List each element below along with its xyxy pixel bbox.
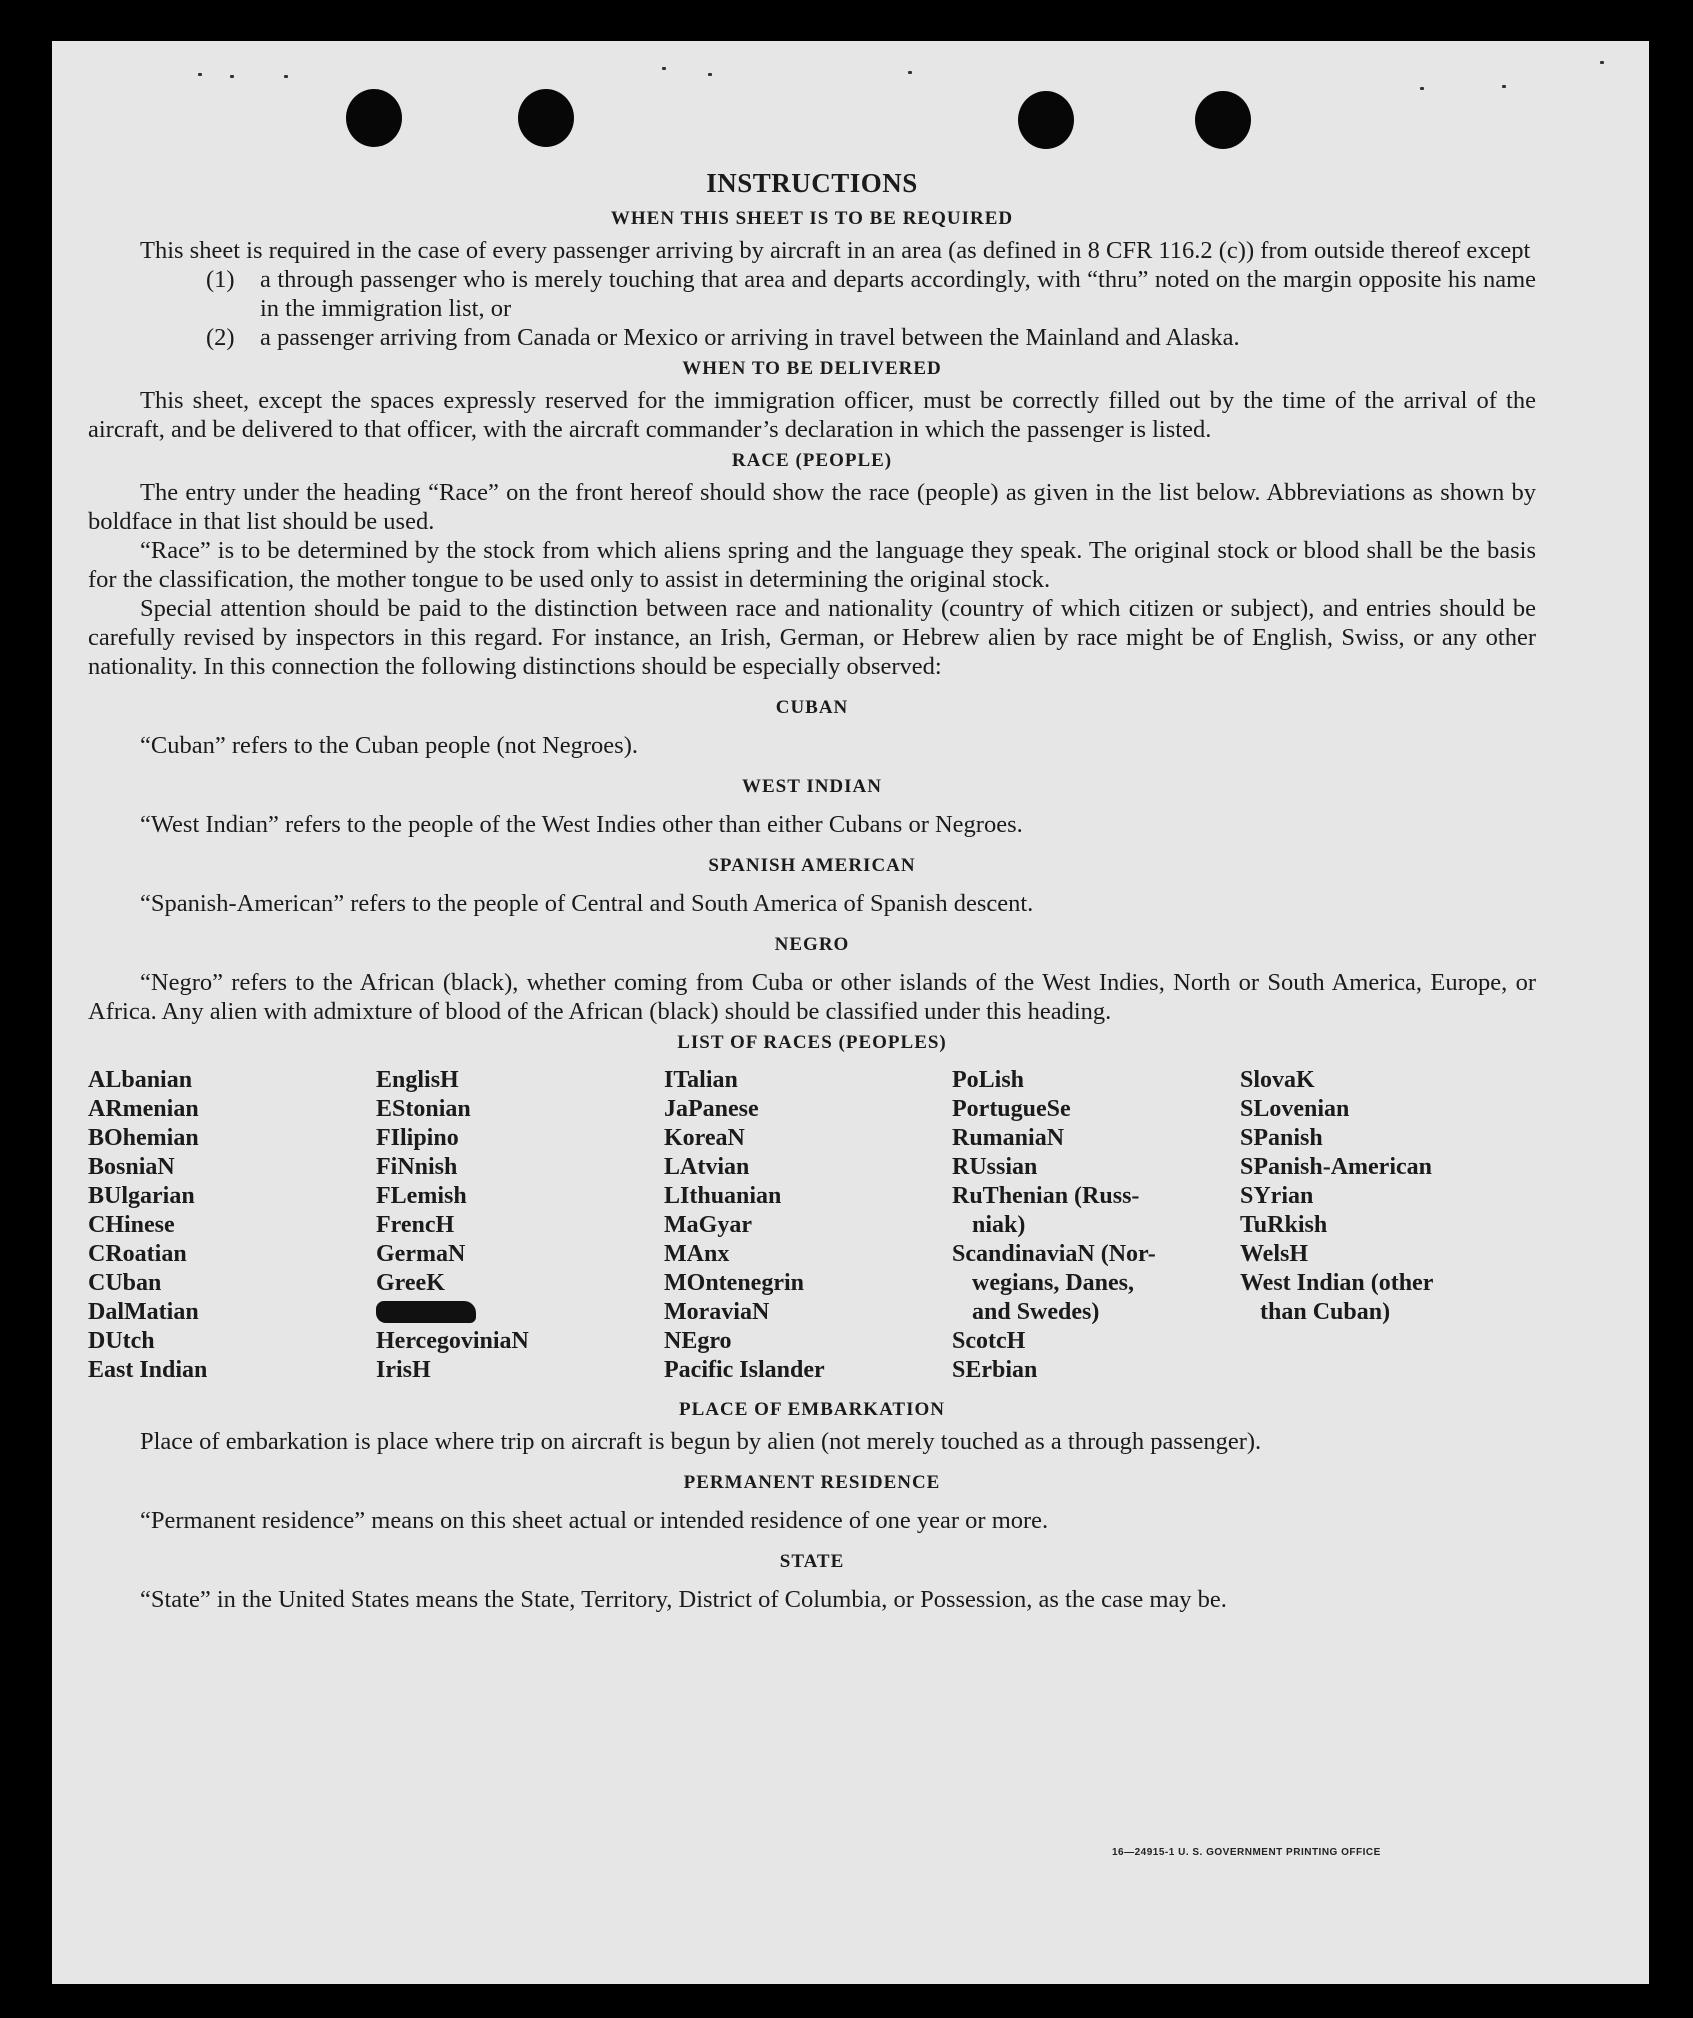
race-item: ScotcH <box>952 1328 1026 1354</box>
race-item: RumaniaN <box>952 1125 1065 1151</box>
race-item: PoLish <box>952 1067 1025 1093</box>
spanish-american-text: “Spanish-American” refers to the people of Central and South America of Spanish descent. <box>140 890 1034 917</box>
races-column <box>952 1066 1240 1385</box>
races-column <box>376 1066 664 1385</box>
race-item: MOntenegrin <box>664 1270 804 1296</box>
race-item: LAtvian <box>664 1154 750 1180</box>
race-item: ARmenian <box>88 1096 199 1122</box>
exception-number: (1) <box>206 266 235 293</box>
section-heading-race: RACE (PEOPLE) <box>731 450 893 471</box>
exception-text: a passenger arriving from Canada or Mexico or arriving in travel between the Mainland and Alaska. <box>260 324 1240 351</box>
speck <box>284 75 288 78</box>
race-item: GreeK <box>376 1270 445 1296</box>
race-item: SPanish <box>1240 1125 1323 1151</box>
section-heading-spanish-american: SPANISH AMERICAN <box>708 855 916 876</box>
punch-hole <box>1018 91 1074 149</box>
when-delivered-text: This sheet, except the spaces expressly reserved for the immigration officer, must be correctly filled out by the time of the arrival of the aircraft, and be delivered to that officer, with the aircraft commander’s declaration in which the passenger is listed. <box>88 387 1536 443</box>
races-list <box>88 1066 1536 1385</box>
race-item: CHinese <box>88 1212 175 1238</box>
section-heading-west-indian: WEST INDIAN <box>742 776 882 797</box>
race-item: ScandinaviaN (Nor- <box>952 1241 1156 1267</box>
race-item: SErbian <box>952 1357 1038 1383</box>
speck <box>662 67 666 70</box>
race-item-continued: wegians, Danes, <box>972 1270 1135 1296</box>
race-item: GermaN <box>376 1241 466 1267</box>
exception-text: a through passenger who is merely touching that area and departs accordingly, with “thru” noted on the margin opposite his name in the immigration list, or <box>260 266 1536 322</box>
speck <box>1420 87 1424 90</box>
race-item: KoreaN <box>664 1125 745 1151</box>
punch-hole <box>1195 91 1251 149</box>
race-item: BOhemian <box>88 1125 199 1151</box>
race-item: FiNnish <box>376 1154 458 1180</box>
race-item: EStonian <box>376 1096 471 1122</box>
speck <box>1600 61 1604 64</box>
race-item: West Indian (other <box>1240 1270 1434 1296</box>
race-item: BosniaN <box>88 1154 175 1180</box>
race-item: PortugueSe <box>952 1096 1071 1122</box>
race-item: SLovenian <box>1240 1096 1350 1122</box>
race-item: SPanish-American <box>1240 1154 1432 1180</box>
race-item: NEgro <box>664 1328 732 1354</box>
section-heading-when-delivered: WHEN TO BE DELIVERED <box>682 358 942 379</box>
speck <box>230 75 234 78</box>
race-item: MoraviaN <box>664 1299 770 1325</box>
when-required-intro: This sheet is required in the case of every passenger arriving by aircraft in an area (as defined in 8 CFR 116.2 (c)) from outside thereof except <box>140 237 1531 264</box>
page-title: INSTRUCTIONS <box>706 168 918 198</box>
race-item: DUtch <box>88 1328 155 1354</box>
race-item: TuRkish <box>1240 1212 1328 1238</box>
race-item: FrencH <box>376 1212 455 1238</box>
ink-blot-redaction <box>376 1301 476 1323</box>
race-item-redacted <box>376 1298 664 1327</box>
negro-text: “Negro” refers to the African (black), whether coming from Cuba or other islands of the West Indies, North or South America, Europe, or Africa. Any alien with admixture of blood of the African (black) should be classified under this heading. <box>88 969 1536 1025</box>
state-text: “State” in the United States means the State, Territory, District of Columbia, or Possession, as the case may be. <box>140 1586 1227 1613</box>
race-paragraph-2: “Race” is to be determined by the stock from which aliens spring and the language they speak. The original stock or blood shall be the basis for the classification, the mother tongue to be used only to assist in determining the original stock. <box>88 537 1536 593</box>
race-item: Pacific Islander <box>664 1357 825 1383</box>
section-heading-state: STATE <box>779 1551 845 1572</box>
race-item: ALbanian <box>88 1067 193 1093</box>
race-item: SYrian <box>1240 1183 1314 1209</box>
section-heading-permanent-residence: PERMANENT RESIDENCE <box>683 1472 941 1493</box>
race-item: MAnx <box>664 1241 730 1267</box>
race-item: EnglisH <box>376 1067 459 1093</box>
race-paragraph-3: Special attention should be paid to the distinction between race and nationality (country of which citizen or subject), and entries should be carefully revised by inspectors in this regard. For instance, an Irish, German, or Hebrew alien by race might be of English, Swiss, or any other nationality. In this connection the following distinctions should be especially observed: <box>88 595 1536 680</box>
race-item-continued: and Swedes) <box>972 1299 1100 1325</box>
race-item: RuThenian (Russ- <box>952 1183 1140 1209</box>
race-item: FIlipino <box>376 1125 459 1151</box>
speck <box>908 71 912 74</box>
exception-item <box>206 323 1536 352</box>
document-page <box>52 41 1649 1984</box>
races-column <box>88 1066 376 1385</box>
section-heading-when-required: WHEN THIS SHEET IS TO BE REQUIRED <box>610 208 1014 229</box>
section-heading-list-of-races: LIST OF RACES (PEOPLES) <box>677 1032 947 1053</box>
punch-hole <box>518 89 574 147</box>
race-item: CUban <box>88 1270 162 1296</box>
section-heading-negro: NEGRO <box>774 934 850 955</box>
races-column <box>1240 1066 1536 1385</box>
race-item: HercegoviniaN <box>376 1328 529 1354</box>
race-item: BUlgarian <box>88 1183 195 1209</box>
races-column <box>664 1066 952 1385</box>
race-item: RUssian <box>952 1154 1038 1180</box>
race-item: WelsH <box>1240 1241 1309 1267</box>
race-item: LIthuanian <box>664 1183 782 1209</box>
speck <box>708 73 712 76</box>
permanent-residence-text: “Permanent residence” means on this sheet actual or intended residence of one year or more. <box>140 1507 1049 1534</box>
race-item: IrisH <box>376 1357 431 1383</box>
race-item: ITalian <box>664 1067 738 1093</box>
place-of-embarkation-text: Place of embarkation is place where trip on aircraft is begun by alien (not merely touched as a through passenger). <box>140 1428 1262 1455</box>
race-item: CRoatian <box>88 1241 187 1267</box>
cuban-text: “Cuban” refers to the Cuban people (not Negroes). <box>140 732 638 759</box>
instructions-content <box>88 169 1536 1614</box>
race-item: FLemish <box>376 1183 467 1209</box>
speck <box>1502 85 1506 88</box>
printing-office-imprint: 16—24915-1 U. S. GOVERNMENT PRINTING OFFICE <box>1112 1847 1381 1858</box>
west-indian-text: “West Indian” refers to the people of the West Indies other than either Cubans or Negroes. <box>140 811 1023 838</box>
exception-item <box>206 265 1536 323</box>
exception-number: (2) <box>206 324 235 351</box>
race-item-continued: niak) <box>972 1212 1026 1238</box>
section-heading-place-of-embarkation: PLACE OF EMBARKATION <box>679 1399 945 1420</box>
race-item: East Indian <box>88 1357 208 1383</box>
speck <box>198 73 202 76</box>
section-heading-cuban: CUBAN <box>775 697 849 718</box>
punch-hole <box>346 89 402 147</box>
race-item-continued: than Cuban) <box>1260 1299 1391 1325</box>
race-item: SlovaK <box>1240 1067 1315 1093</box>
race-item: JaPanese <box>664 1096 759 1122</box>
race-paragraph-1: The entry under the heading “Race” on the front hereof should show the race (people) as given in the list below. Abbreviations as shown by boldface in that list should be used. <box>88 479 1536 535</box>
race-item: DalMatian <box>88 1299 199 1325</box>
race-item: MaGyar <box>664 1212 752 1238</box>
